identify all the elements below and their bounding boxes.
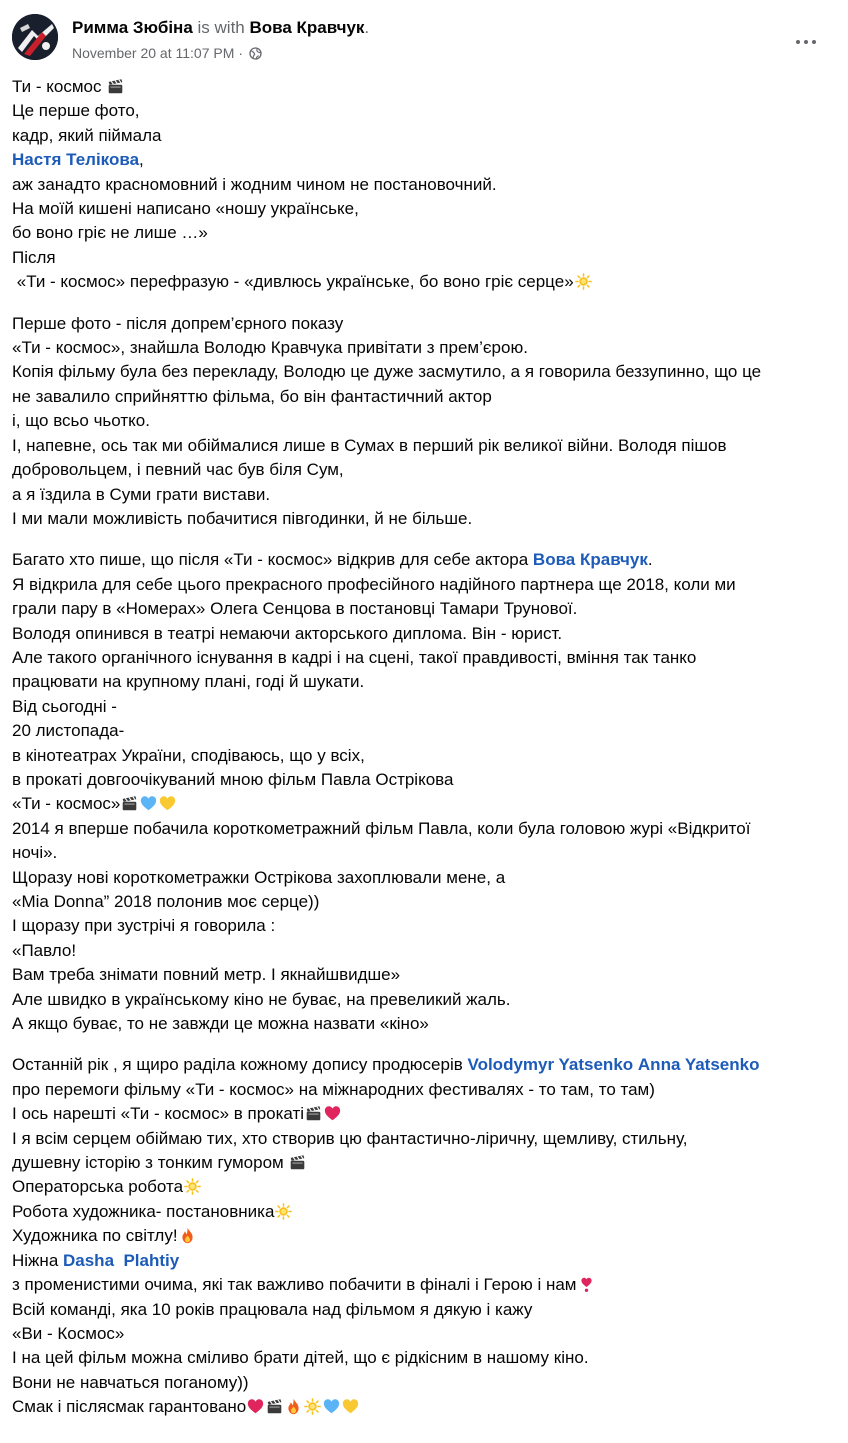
post-line <box>12 1175 838 1199</box>
heart-blue-icon <box>323 1398 340 1415</box>
mention-link[interactable]: Anna Yatsenko <box>637 1055 760 1075</box>
post-line <box>12 1200 838 1224</box>
author-avatar[interactable] <box>12 14 58 60</box>
post-text: І на цей фільм можна сміливо брати дітей, що є рідкісним в нашому кіно. <box>12 1348 589 1368</box>
post-text: добровольцем, і певний час був біля Сум, <box>12 460 344 480</box>
avatar-image <box>12 14 58 60</box>
post-text: Операторська робота <box>12 1177 184 1197</box>
post-line <box>12 360 838 384</box>
post-line <box>12 1322 838 1346</box>
post-text: «Ви - Космос» <box>12 1323 125 1343</box>
post-line <box>12 483 838 507</box>
post-text: Смак і післясмак гарантовано <box>12 1397 247 1417</box>
post-text: І щоразу при зустрічі я говорила : <box>12 916 276 936</box>
sun-icon <box>304 1398 321 1415</box>
post-line <box>12 963 838 987</box>
post-line <box>12 646 838 670</box>
mention-link[interactable]: Настя Телікова <box>12 150 140 170</box>
post-line <box>12 1346 838 1370</box>
post-text: І ми мали можливість побачитися півгодинки, й не більше. <box>12 508 473 528</box>
post-text: аж занадто красномовний і жодним чином не постановочний. <box>12 174 497 194</box>
post-text: грали пару в «Номерах» Олега Сенцова в постановці Тамари Трунової. <box>12 599 578 619</box>
post-text: 20 листопада- <box>12 721 125 741</box>
post-line <box>12 548 838 572</box>
author-line <box>72 17 369 39</box>
post-line <box>12 75 838 99</box>
post-text: про перемоги фільму «Ти - космос» на міжнародних фестивалях - то там, то там) <box>12 1079 655 1099</box>
post-text: Копія фільму була без перекладу, Володю це дуже засмутило, а я говорила беззупинно, що це <box>12 362 762 382</box>
post-line <box>12 1249 838 1273</box>
post-line <box>12 1012 838 1036</box>
post-text: з променистими очима, які так важливо побачити в фіналі і Герою і нам <box>12 1275 577 1295</box>
post-text: не завалило сприйняттю фільма, бо він фантастичний актор <box>12 386 492 406</box>
post-line <box>12 719 838 743</box>
post-text: Щоразу нові короткометражки Острікова захоплювали мене, а <box>12 867 506 887</box>
post-line <box>12 939 838 963</box>
post-line <box>12 670 838 694</box>
post-line <box>12 890 838 914</box>
exclamation-icon <box>578 1276 595 1293</box>
mention-link[interactable]: Вова Кравчук <box>532 550 648 570</box>
post-paragraph <box>12 1053 838 1419</box>
post-text: Робота художника- постановника <box>12 1201 275 1221</box>
post-paragraph <box>12 548 838 1036</box>
post-line <box>12 1224 838 1248</box>
meta-separator: · <box>238 45 244 61</box>
post-line <box>12 336 838 360</box>
post-line <box>12 458 838 482</box>
post-text: «Ти - космос» перефразую - «дивлюсь українське, бо воно гріє серце» <box>12 272 574 292</box>
post-line <box>12 622 838 646</box>
post-text: Останній рік , я щиро раділа кожному допису продюсерів <box>12 1055 468 1075</box>
post-timestamp[interactable]: November 20 at 11:07 PM <box>72 45 235 61</box>
clapper-icon <box>266 1398 283 1415</box>
sun-icon <box>575 273 592 290</box>
post-line <box>12 914 838 938</box>
post-text: Вам треба знімати повний метр. І якнайшвидше» <box>12 965 401 985</box>
post-body <box>12 75 838 1437</box>
post-line <box>12 409 838 433</box>
post-text: кадр, який піймала <box>12 125 162 145</box>
heart-yellow-icon <box>342 1398 359 1415</box>
post-text: бо воно гріє не лише …» <box>12 223 208 243</box>
post-text: в прокаті довгоочікуваний мною фільм Павла Острікова <box>12 769 454 789</box>
post-text: Від сьогодні - <box>12 696 117 716</box>
heart-red-icon <box>247 1398 264 1415</box>
post-line <box>12 866 838 890</box>
post-text: На моїй кишені написано «ношу українське, <box>12 199 359 219</box>
post-text: І, напевне, ось так ми обіймалися лише в Сумах в перший рік великої війни. Володя пішов <box>12 435 727 455</box>
post-text: , <box>139 150 144 170</box>
post-line <box>12 988 838 1012</box>
post-text: «Ти - космос», знайшла Володю Кравчука привітати з прем’єрою. <box>12 338 528 358</box>
post-text: Але такого органічного існування в кадрі і на сцені, такої правдивості, вміння так танко <box>12 647 697 667</box>
post-text: Після <box>12 247 56 267</box>
post-text: Всій команді, яка 10 років працювала над фільмом я дякую і кажу <box>12 1299 533 1319</box>
post-text: А якщо буває, то не завжди це можна назвати «кіно» <box>12 1014 429 1034</box>
post-text: «Ти - космос» <box>12 794 121 814</box>
post-text: Але швидко в українському кіно не буває, на превеликий жаль. <box>12 989 511 1009</box>
post-line <box>12 1127 838 1151</box>
post-text: ночі». <box>12 843 58 863</box>
post-line <box>12 1102 838 1126</box>
clapper-icon <box>289 1154 306 1171</box>
post-line <box>12 197 838 221</box>
post-line <box>12 434 838 458</box>
post-text: І я всім серцем обіймаю тих, хто створив цю фантастично-ліричну, щемливу, стильну, <box>12 1128 688 1148</box>
post-line <box>12 841 838 865</box>
fire-icon <box>179 1227 196 1244</box>
post-line <box>12 173 838 197</box>
post-line <box>12 1298 838 1322</box>
clapper-icon <box>121 795 138 812</box>
post-line <box>12 1273 838 1297</box>
post-line <box>12 573 838 597</box>
sun-icon <box>275 1203 292 1220</box>
mention-link[interactable]: Volodymyr Yatsenko <box>467 1055 634 1075</box>
clapper-icon <box>107 78 124 95</box>
post-text: Ти - космос <box>12 77 107 96</box>
post-line <box>12 270 838 294</box>
post-text: Це перше фото, <box>12 101 140 121</box>
post-paragraph <box>12 75 838 295</box>
post-line <box>12 1151 838 1175</box>
post-text: І ось нарешті «Ти - космос» в прокаті <box>12 1104 305 1124</box>
post-line <box>12 148 838 172</box>
post-text: а я їздила в Суми грати вистави. <box>12 484 271 504</box>
post-paragraph <box>12 312 838 532</box>
post-text: працювати на крупному плані, годі й шукати. <box>12 672 365 692</box>
post-line <box>12 221 838 245</box>
post-line <box>12 124 838 148</box>
post-line <box>12 1053 838 1077</box>
mention-link[interactable]: Dasha Plahtiy <box>63 1250 180 1270</box>
post-text: . <box>647 550 653 570</box>
post-line <box>12 507 838 531</box>
post-text: Вони не навчаться поганому)) <box>12 1372 249 1392</box>
clapper-icon <box>305 1105 322 1122</box>
post-line <box>12 817 838 841</box>
tagged-person[interactable]: Вова Кравчук <box>249 18 365 37</box>
heart-blue-icon <box>140 795 157 812</box>
post-line <box>12 695 838 719</box>
post-line <box>12 312 838 336</box>
post-text: «Павло! <box>12 940 77 960</box>
post-line <box>12 1371 838 1395</box>
fire-icon <box>285 1398 302 1415</box>
post-text: Художника по світлу! <box>12 1226 178 1246</box>
heart-yellow-icon <box>159 795 176 812</box>
post-line <box>12 597 838 621</box>
post-line <box>12 792 838 816</box>
sun-icon <box>184 1178 201 1195</box>
post-line <box>12 1078 838 1102</box>
post-line <box>12 246 838 270</box>
post-text: Володя опинився в театрі немаючи акторського диплома. Він - юрист. <box>12 623 563 643</box>
post-text: «Mia Donna” 2018 полонив моє серце)) <box>12 892 320 911</box>
post-text: 2014 я вперше побачила короткометражний фільм Павла, коли була головою журі «Відкритої <box>12 818 751 838</box>
post-line <box>12 1395 838 1419</box>
post-text: Перше фото - після допрем’єрного показу <box>12 313 344 333</box>
post-line <box>12 768 838 792</box>
post-line <box>12 385 838 409</box>
post-text: і, що всьо чьотко. <box>12 411 150 431</box>
post-line <box>12 99 838 123</box>
more-options-icon[interactable] <box>788 24 824 60</box>
post-text: в кінотеатрах України, сподіваюсь, що у всіх, <box>12 745 365 765</box>
post-line <box>12 744 838 768</box>
period: . <box>364 18 370 37</box>
globe-icon[interactable] <box>249 46 262 64</box>
with-label: is with <box>192 18 250 37</box>
post-meta <box>72 44 262 64</box>
heart-red-icon <box>324 1105 341 1122</box>
author-name[interactable]: Римма Зюбіна <box>72 18 193 37</box>
post-text: Ніжна <box>12 1250 63 1270</box>
post-text: Я відкрила для себе цього прекрасного професійного надійного партнера ще 2018, коли ми <box>12 574 736 594</box>
post-text: душевну історію з тонким гумором <box>12 1153 289 1173</box>
post-text: Багато хто пише, що після «Ти - космос» відкрив для себе актора <box>12 550 533 570</box>
post-header <box>12 14 832 62</box>
